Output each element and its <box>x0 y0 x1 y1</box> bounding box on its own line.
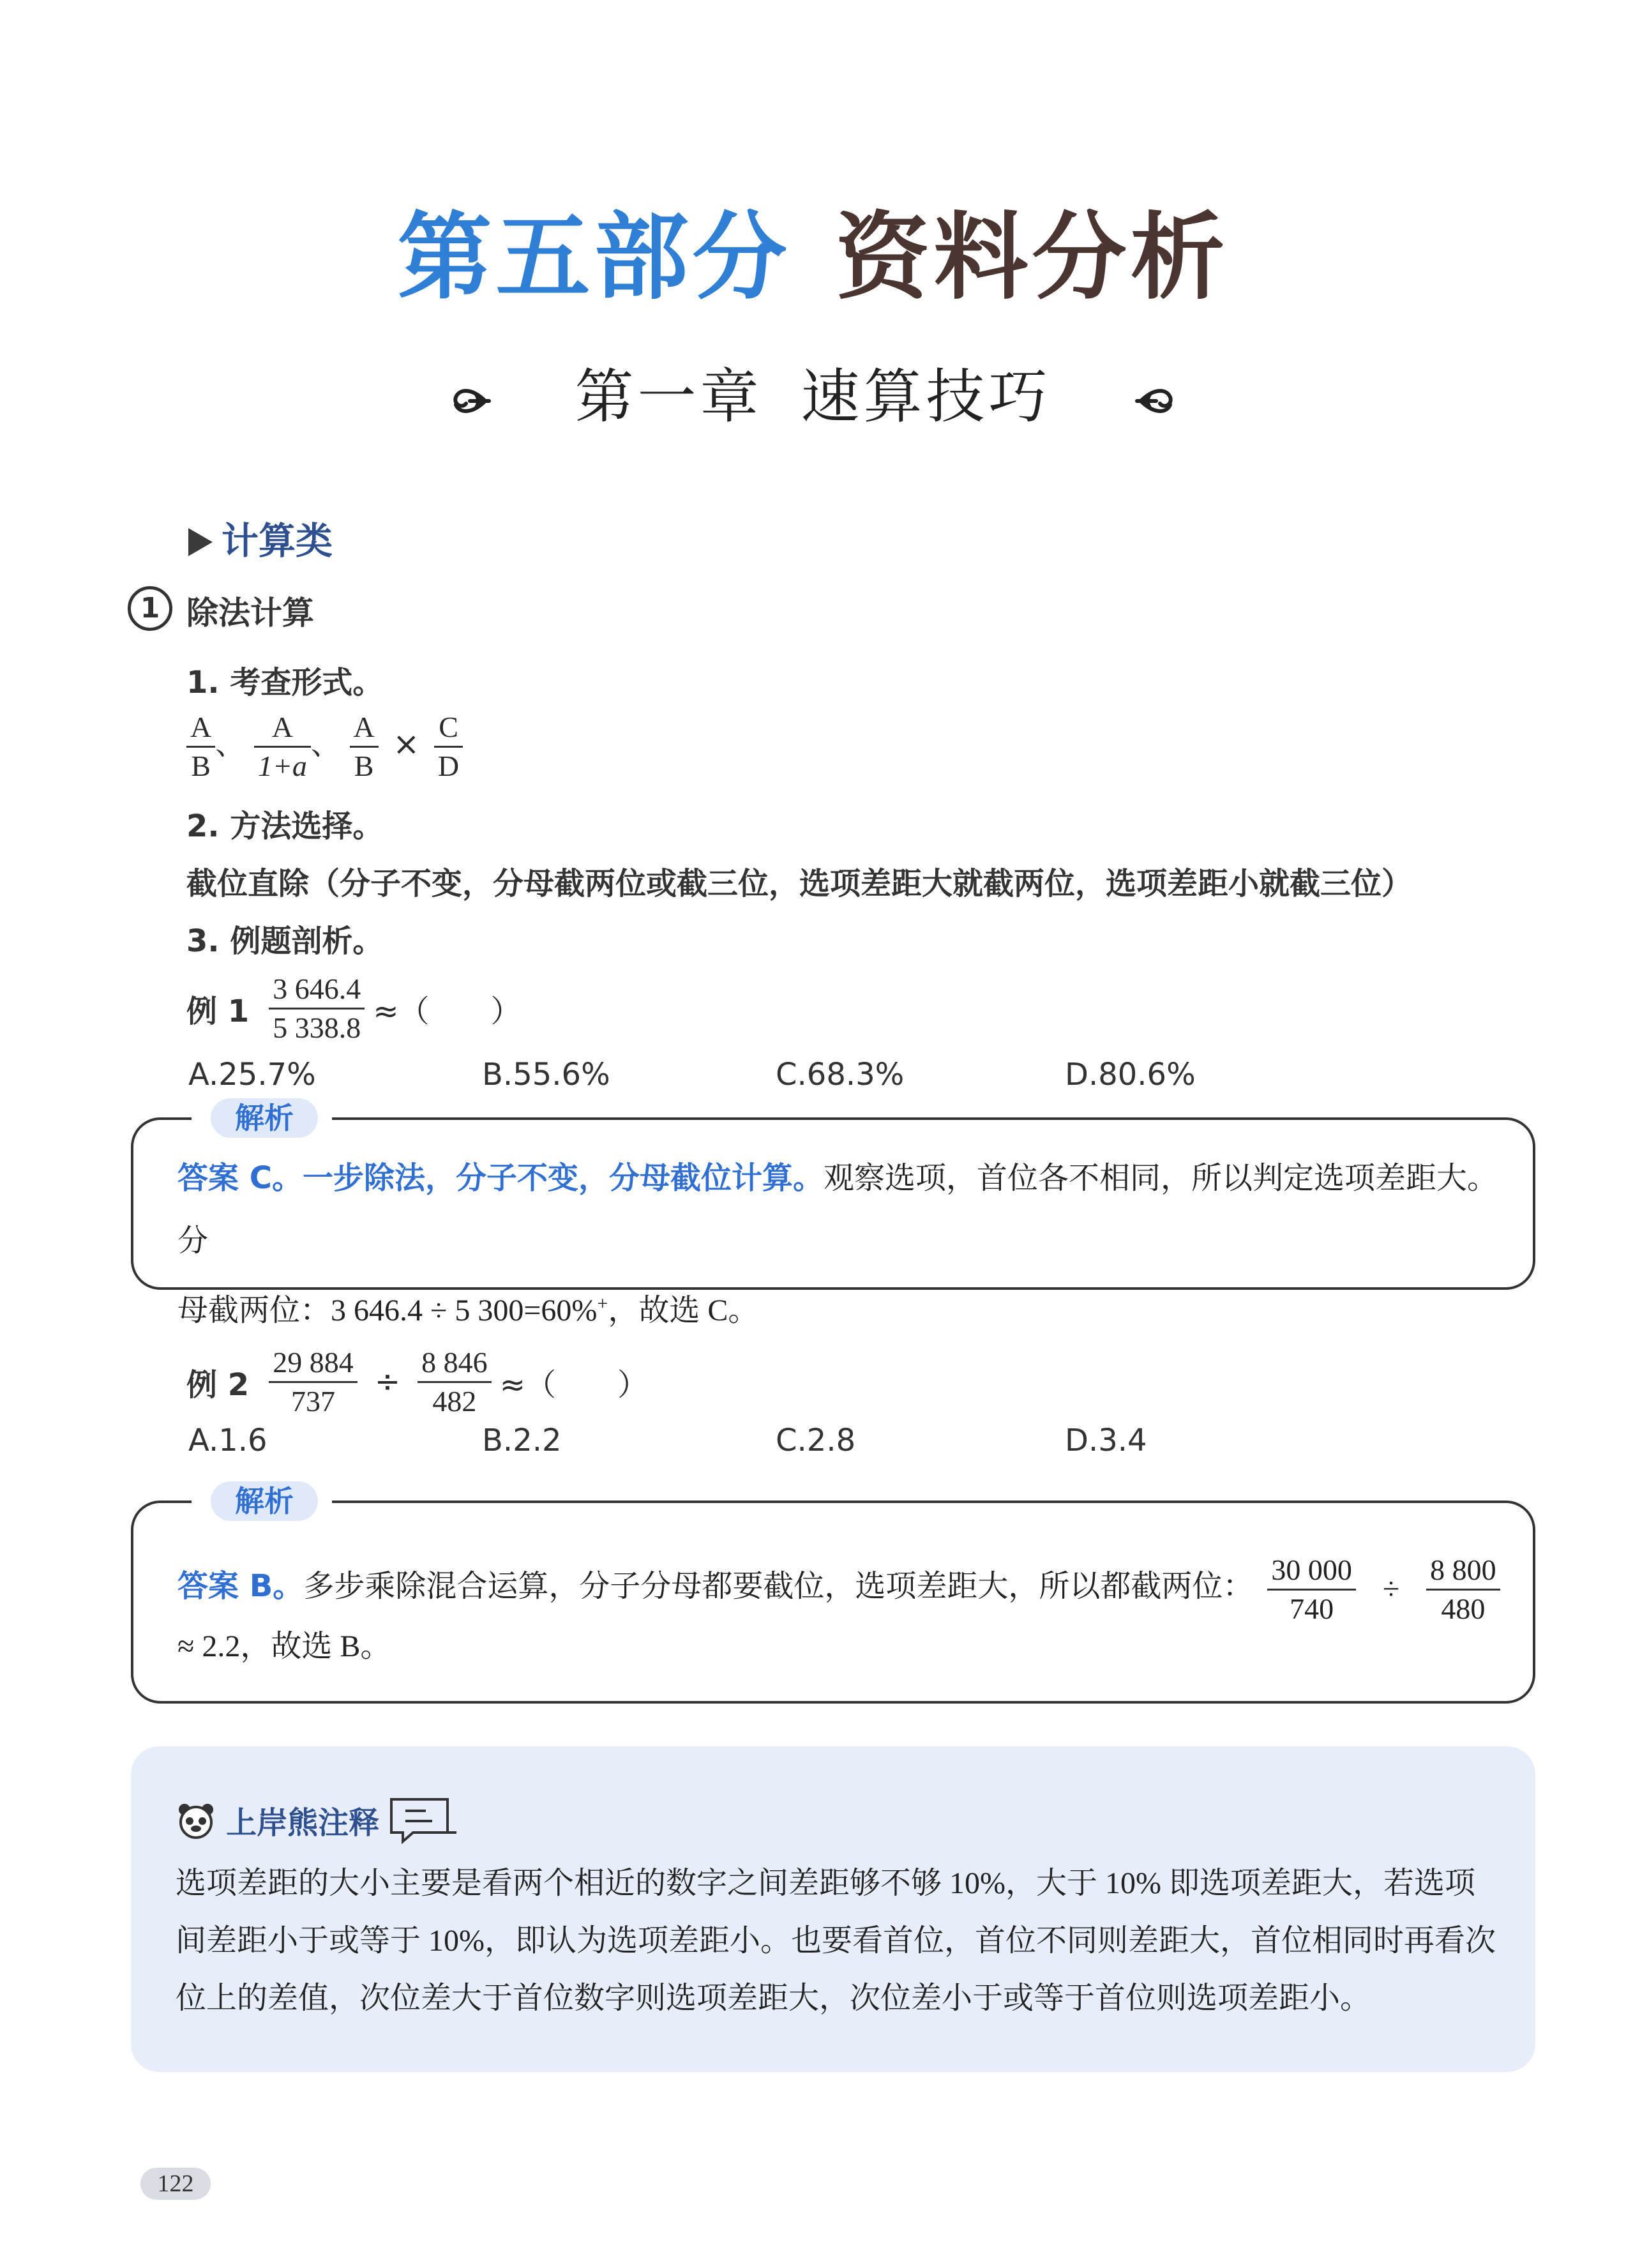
method-text: 截位直除（分子不变，分母截两位或截三位，选项差距大就截两位，选项差距小就截三位） <box>186 866 1413 902</box>
part-title <box>0 182 1626 317</box>
comment-icon <box>388 1794 458 1845</box>
bear-icon <box>176 1799 216 1840</box>
example-2-option-b: B.2.2 <box>482 1423 562 1458</box>
page-number: 122 <box>140 2168 211 2200</box>
heading-1: 1. 考查形式。 <box>186 665 384 700</box>
analysis-2-fraction-1: $\frac{30 000}{740}$ <box>1267 1552 1356 1627</box>
example-1-fraction: $\frac{3 646.4}{5 338.8}$ <box>269 971 365 1046</box>
example-2-option-a: A.1.6 <box>188 1423 267 1458</box>
note-text: 选项差距的大小主要是看两个相近的数字之间差距够不够 10%，大于 10% 即选项差距大，若选项间差距小于或等于 10%，即认为选项差距小。也要看首位，首位不同则差距大，首位相同时再看次位上的差值，次位差大于首位数字则选项差距大，次位差小于或等于首位则选项差距小。 <box>176 1866 1496 2015</box>
fraction-a-1plusa: $\frac{A}{1+a}$ <box>254 709 311 784</box>
chapter-name: 速算技巧 <box>801 363 1051 431</box>
subsection-title: 除法计算 <box>186 594 314 631</box>
analysis-2-fraction-2: $\frac{8 800}{480}$ <box>1426 1552 1500 1627</box>
example-1-label: 例 1 <box>186 993 250 1029</box>
analysis-text-1: 答案 C。一步除法，分子不变，分母截位计算。观察选项，首位各不相同，所以判定选项差距大。分 母截两位：3 646.4 ÷ 5 300=60%+，故选 C。 <box>177 1160 1498 1327</box>
times-sign: × <box>393 725 420 762</box>
subject-label: 资料分析 <box>835 202 1229 312</box>
example-1-option-a: A.25.7% <box>188 1057 316 1092</box>
example-1-option-d: D.80.6% <box>1065 1057 1196 1092</box>
section-heading <box>188 511 333 564</box>
analysis-tag-2: 解析 <box>211 1481 318 1521</box>
analysis-text-2: 答案 B。多步乘除混合运算，分子分母都要截位，选项差距大，所以都截两位： $\frac{30 000}{740}$ ÷ $\frac{8 800}{480}$ <box>177 1552 1524 1627</box>
example-1-option-b: B.55.6% <box>482 1057 610 1092</box>
fraction-a-b: $\frac{A}{B}$ <box>186 709 215 784</box>
example-2-fraction-2: $\frac{8 846}{482}$ <box>418 1344 492 1419</box>
example-2-label: 例 2 <box>186 1366 250 1403</box>
example-1-option-c: C.68.3% <box>776 1057 905 1092</box>
form-fractions: $\frac{A}{B}$ 、 $\frac{A}{1+a}$ 、 $\frac{A}{B}$ × $\frac{C}{D}$ <box>186 709 463 784</box>
right-flourish-icon <box>1134 375 1179 427</box>
answer-2: 答案 B。 <box>177 1568 304 1605</box>
fraction-a-b-2: $\frac{A}{B}$ <box>350 709 379 784</box>
example-2-option-c: C.2.8 <box>776 1423 856 1458</box>
example-2-approx: ≈（ ） <box>499 1366 648 1403</box>
example-1 <box>186 971 522 1046</box>
subsection-number-badge: 1 <box>128 586 172 631</box>
section-label: 计算类 <box>222 519 333 563</box>
heading-3: 3. 例题剖析。 <box>186 923 384 959</box>
example-2 <box>186 1344 648 1419</box>
example-2-fraction-1: $\frac{29 884}{737}$ <box>269 1344 358 1419</box>
example-1-approx: ≈（ ） <box>373 993 522 1029</box>
triangle-icon <box>188 528 213 556</box>
analysis-text-2-line2: ≈ 2.2，故选 B。 <box>177 1629 391 1663</box>
heading-2: 2. 方法选择。 <box>186 808 384 844</box>
chapter-title <box>0 350 1626 434</box>
example-2-option-d: D.3.4 <box>1065 1423 1147 1458</box>
fraction-c-d: $\frac{C}{D}$ <box>434 709 463 784</box>
chapter-number: 第一章 <box>575 363 763 431</box>
example-2-divide: ÷ <box>374 1364 401 1400</box>
answer-1: 答案 C。一步除法，分子不变，分母截位计算。 <box>177 1160 824 1196</box>
analysis-tag-1: 解析 <box>211 1098 318 1138</box>
note-title: 上岸熊注释 <box>226 1804 380 1841</box>
note-header <box>176 1794 458 1845</box>
left-flourish-icon <box>447 375 492 427</box>
part-label: 第五部分 <box>397 202 791 312</box>
